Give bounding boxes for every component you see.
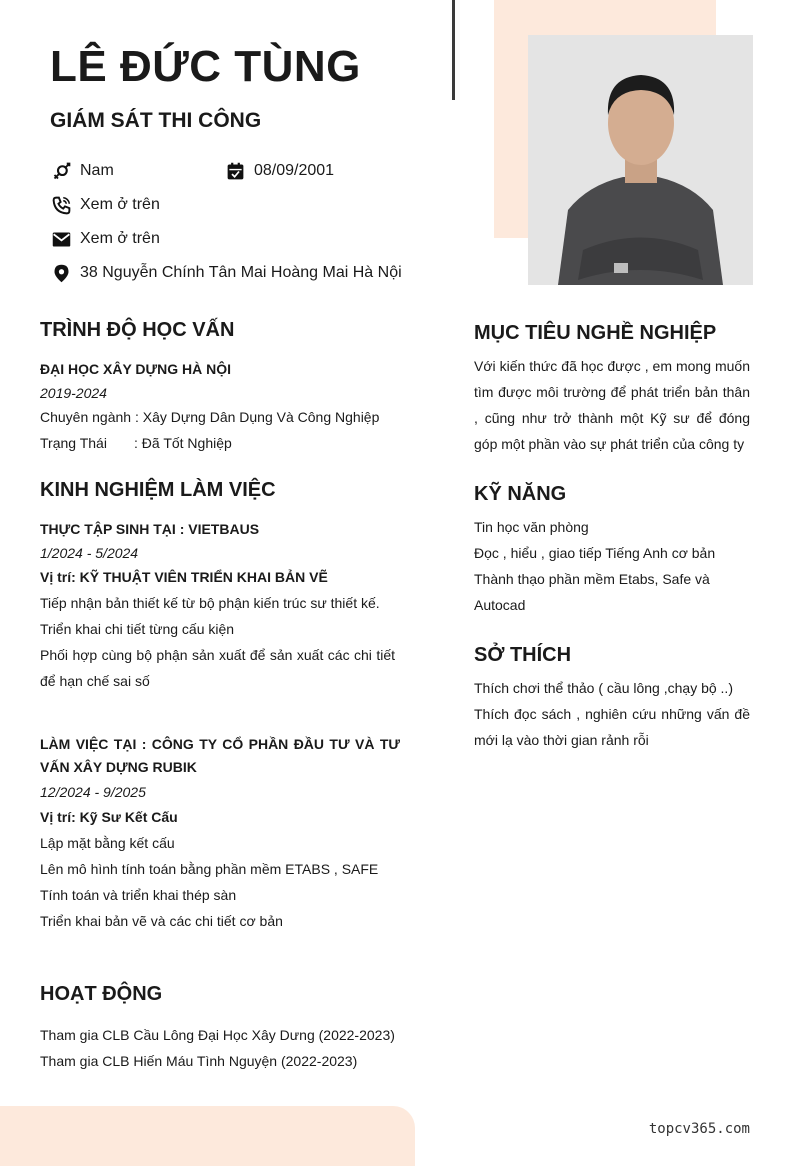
gender-icon (50, 160, 72, 182)
gender-row (50, 160, 114, 182)
job-1-task: Tiếp nhận bản thiết kế từ bộ phận kiến trúc sư thiết kế. (40, 595, 380, 611)
phone-row (50, 194, 160, 216)
header-divider-line (452, 0, 455, 100)
skill-item: Thành thạo phần mềm Etabs, Safe và Autocad (474, 571, 710, 613)
hobbies-title: SỞ THÍCH (474, 644, 572, 666)
candidate-name: LÊ ĐỨC TÙNG (50, 42, 361, 91)
mail-icon (50, 228, 72, 250)
skills-title: KỸ NĂNG (474, 483, 567, 505)
skill-item: Đọc , hiểu , giao tiếp Tiếng Anh cơ bản (474, 545, 716, 561)
address-value: 38 Nguyễn Chính Tân Mai Hoàng Mai Hà Nội (80, 264, 402, 281)
job-2-task: Lên mô hình tính toán bằng phần mềm ETABS , SAFE (40, 861, 379, 877)
gender-value: Nam (80, 162, 114, 179)
job-2-task: Lập mặt bằng kết cấu (40, 835, 175, 851)
job-1-period: 1/2024 - 5/2024 (40, 545, 139, 561)
job-title: GIÁM SÁT THI CÔNG (50, 109, 262, 132)
email-value: Xem ở trên (80, 230, 160, 247)
birthday-value: 08/09/2001 (254, 162, 335, 179)
email-row (50, 228, 160, 250)
hobby-item: Thích đọc sách , nghiên cứu những vấn đề mới lạ vào thời gian rảnh rỗi (474, 706, 750, 748)
education-status-value: : Đã Tốt Nghiệp (134, 435, 232, 451)
activities-title: HOẠT ĐỘNG (40, 983, 163, 1005)
job-2-task: Tính toán và triển khai thép sàn (40, 887, 237, 903)
calendar-icon (224, 160, 246, 182)
avatar (528, 35, 753, 285)
education-status-label: Trạng Thái (40, 435, 107, 451)
experience-title: KINH NGHIỆM LÀM VIỆC (40, 479, 276, 501)
skill-item: Tin học văn phòng (474, 519, 589, 535)
location-icon (50, 262, 72, 284)
footer-accent-bar (0, 1106, 415, 1166)
activity-item: Tham gia CLB Cầu Lông Đại Học Xây Dưng (2022-2023) (40, 1027, 395, 1043)
education-major-value: Xây Dựng Dân Dụng Và Công Nghiệp (142, 409, 380, 425)
address-row (50, 262, 402, 284)
job-2-period: 12/2024 - 9/2025 (40, 784, 146, 800)
education-major-label: Chuyên ngành : (40, 409, 139, 425)
job-1-position: Vị trí: KỸ THUẬT VIÊN TRIỂN KHAI BẢN VẼ (40, 569, 328, 585)
job-1-task: Phối hợp cùng bộ phận sản xuất để sản xuất các chi tiết để hạn chế sai số (40, 647, 395, 689)
phone-value: Xem ở trên (80, 196, 160, 213)
job-2-company: LÀM VIỆC TẠI : CÔNG TY CỔ PHẦN ĐẦU TƯ VÀ TƯ VẤN XÂY DỰNG RUBIK (40, 736, 400, 775)
education-period: 2019-2024 (40, 385, 107, 401)
job-1-company: THỰC TẬP SINH TẠI : VIETBAUS (40, 521, 260, 537)
education-status (40, 430, 232, 456)
job-2-task: Triển khai bản vẽ và các chi tiết cơ bản (40, 913, 283, 929)
hobby-item: Thích chơi thể thảo ( cầu lông ,chạy bộ ..) (474, 680, 733, 696)
education-school: ĐẠI HỌC XÂY DỰNG HÀ NỘI (40, 361, 232, 377)
job-1-task: Triển khai chi tiết từng cấu kiện (40, 621, 235, 637)
objective-text: Với kiến thức đã học được , em mong muốn tìm được môi trường để phát triển bản thân , cũng như trở thành một Kỹ sư để đóng góp một phần vào sự phát triển của công ty (474, 358, 750, 452)
birthday-row (224, 160, 334, 182)
activity-item: Tham gia CLB Hiến Máu Tình Nguyện (2022-2023) (40, 1053, 358, 1069)
footer-brand: topcv365.com (648, 1121, 750, 1137)
phone-icon (50, 194, 72, 216)
objective-title: MỤC TIÊU NGHỀ NGHIỆP (474, 322, 717, 344)
avatar-illustration (528, 35, 753, 285)
education-major (40, 404, 379, 430)
education-title: TRÌNH ĐỘ HỌC VẤN (40, 319, 235, 341)
job-2-position: Vị trí: Kỹ Sư Kết Cấu (40, 809, 178, 825)
